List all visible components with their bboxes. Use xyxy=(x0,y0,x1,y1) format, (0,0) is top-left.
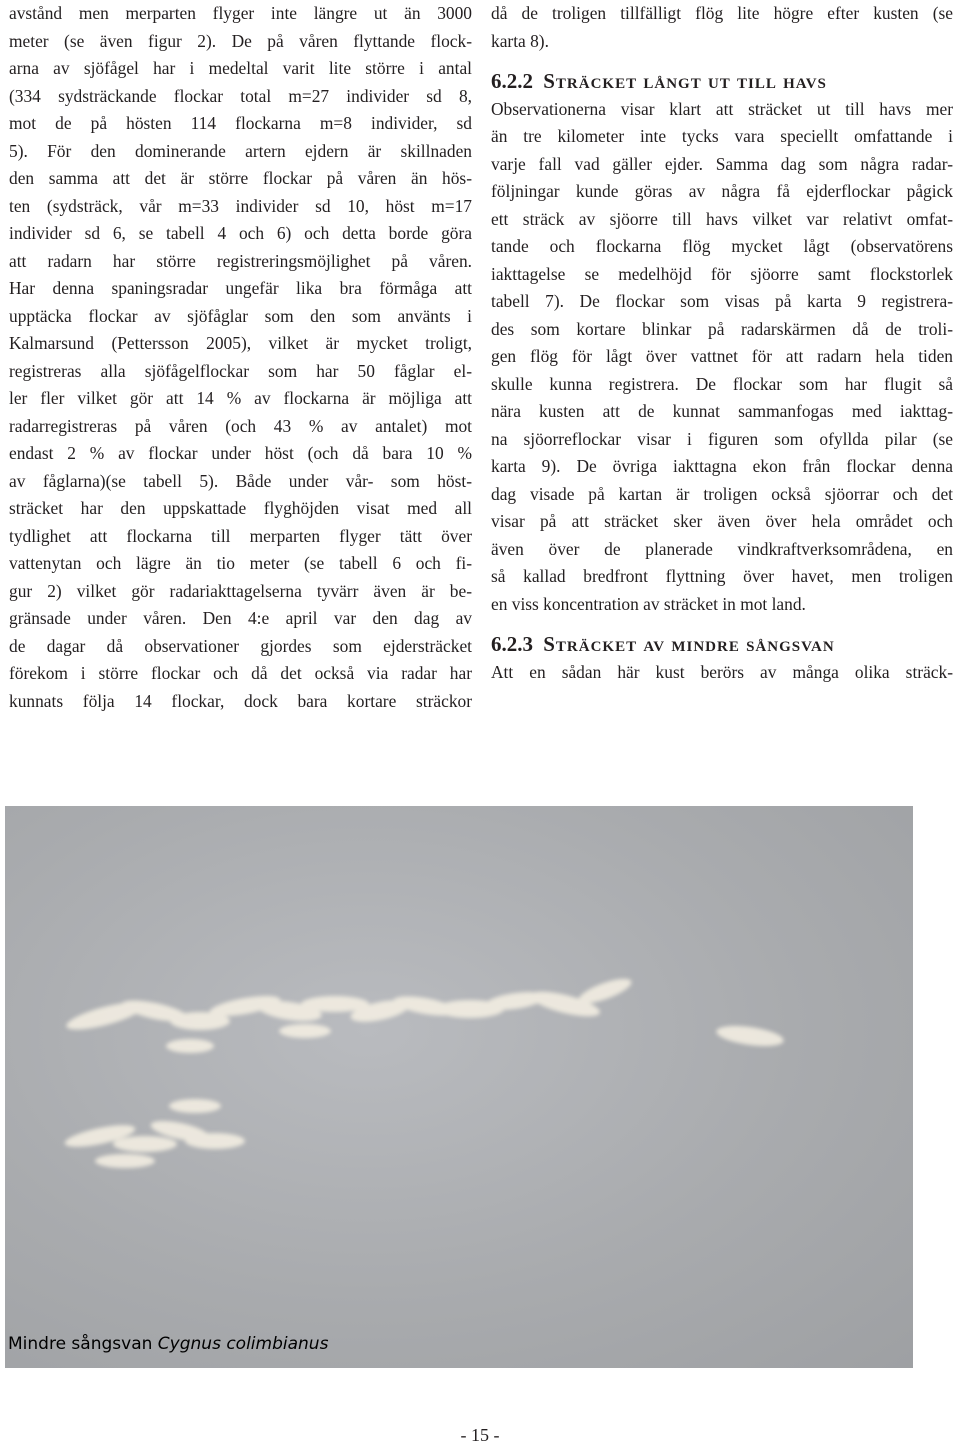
text-line: nära kusten att de kunnat sammanfogas med iakttag- xyxy=(491,401,953,421)
section-number: 6.2.2 xyxy=(491,69,533,93)
right-column xyxy=(491,0,953,686)
section-number: 6.2.3 xyxy=(491,632,533,656)
section-heading-6-2-2 xyxy=(491,68,953,96)
text-line: Kalmarsund (Pettersson 2005), vilket är mycket troligt, xyxy=(9,333,472,353)
text-line: en viss koncentration av sträcket in mot land. xyxy=(491,593,806,614)
text-line: gur 2) vilket gör radariakttagelserna tyvärr även är be- xyxy=(9,580,472,601)
text-line: sträcket har den uppskattade flyghöjden visat med all xyxy=(9,498,472,518)
text-line: än tre kilometer inte tycks vara speciellt omfattande i xyxy=(491,126,953,146)
text-line: visar på att sträcket sker även över hela området och xyxy=(491,511,953,531)
flock-illustration xyxy=(5,806,913,1368)
text-line: kunnats följa 14 flockar, dock bara kortare sträckor xyxy=(9,690,472,711)
text-line: iakttagelse se medelhöjd för sjöorre samt flockstorlek xyxy=(491,263,953,284)
text-line: na sjöorreflockar visar i figuren som ofyllda pilar (se xyxy=(491,428,953,449)
text-line: tydlighet att flockarna till merparten flyger tätt över xyxy=(9,525,472,546)
text-line: då de troligen tillfälligt flög lite högre efter kusten (se xyxy=(491,3,953,23)
page-number: - 15 - xyxy=(460,1425,500,1445)
text-line: dag visade på kartan är troligen också sjöorrar och det xyxy=(491,483,953,504)
text-line: förekom i större flockar och då det också via radar har xyxy=(9,663,472,683)
text-line: att radarn har större registreringsmöjlighet på våren. xyxy=(9,250,472,271)
text-line: gen flög för lågt över vattnet för att radarn hela tiden xyxy=(491,346,953,366)
text-line: karta 9). De övriga iakttagna ekon från flockar denna xyxy=(491,456,953,476)
text-line: registreras alla sjöfågelflockar som har 50 fåglar el- xyxy=(9,360,472,381)
text-line: ten (sydsträck, vår m=33 individer sd 10, höst m=17 xyxy=(9,195,472,216)
text-line: vattenytan och lägre än tio meter (se tabell 6 och fi- xyxy=(9,553,472,573)
caption-species: Cygnus colimbianus xyxy=(157,1334,329,1354)
text-line: den samma att det är större flockar på våren än hös- xyxy=(9,168,472,188)
section-title: Sträcket av mindre sångsvan xyxy=(543,632,835,656)
text-line: meter (se även figur 2). De på våren flyttande flock- xyxy=(9,30,472,51)
figure-caption xyxy=(8,1334,328,1354)
text-line: gränsade under våren. Den 4:e april var den dag av xyxy=(9,608,472,628)
section-heading-6-2-3 xyxy=(491,631,953,659)
text-line: skulle kunna registrera. De flockar som har flugit så xyxy=(491,373,953,394)
text-line: 5). För den dominerande artern ejdern är skillnaden xyxy=(9,140,472,161)
section-title: Sträcket långt ut till havs xyxy=(543,69,827,93)
text-line: följningar kunde göras av några få ejderflockar pågick xyxy=(491,181,953,201)
text-line: Har denna spaningsradar ungefär lika bra förmåga att xyxy=(9,278,472,298)
text-line: des som kortare blinkar på radarskärmen då de troli- xyxy=(491,318,953,339)
photo-swans-in-flight xyxy=(5,806,913,1368)
text-line: varje fall vad gäller ejder. Samma dag som några radar- xyxy=(491,153,953,174)
text-line: (334 sydsträckande flockar total m=27 individer sd 8, xyxy=(9,85,472,106)
caption-text: Mindre sångsvan xyxy=(8,1334,158,1354)
text-line: av fåglarna)(se tabell 5). Både under vår- som höst- xyxy=(9,470,472,491)
text-line: arna av sjöfågel har i medeltal varit lite större i antal xyxy=(9,58,472,78)
text-line: tabell 7). De flockar som visas på karta 9 registrera- xyxy=(491,291,953,311)
left-column xyxy=(9,0,472,715)
text-line: så kallad bredfront flyttning över havet, men troligen xyxy=(491,566,953,586)
text-line: karta 8). xyxy=(491,30,549,51)
text-line: upptäcka flockar av sjöfåglar som den som använts i xyxy=(9,305,472,326)
text-line: avstånd men merparten flyger inte längre ut än 3000 xyxy=(9,3,472,23)
text-line: mot de på hösten 114 flockarna m=8 individer, sd xyxy=(9,113,472,133)
text-line: endast 2 % av flockar under höst (och då bara 10 % xyxy=(9,443,472,463)
text-line: ett sträck av sjöorre till havs vilket var relativt omfat- xyxy=(491,208,953,229)
text-line: Observationerna visar klart att sträcket ut till havs mer xyxy=(491,98,953,119)
text-line: radarregistreras på våren (och 43 % av antalet) mot xyxy=(9,415,472,436)
text-line: Att en sådan här kust berörs av många olika sträck- xyxy=(491,661,953,682)
text-line: individer sd 6, se tabell 4 och 6) och detta borde göra xyxy=(9,223,472,243)
text-line: även över de planerade vindkraftverksområdena, en xyxy=(491,538,953,559)
text-line: de dagar då observationer gjordes som ejdersträcket xyxy=(9,635,472,656)
text-line: tande och flockarna flög mycket lågt (observatörens xyxy=(491,236,953,256)
text-line: ler fler vilket gör att 14 % av flockarna är möjliga att xyxy=(9,388,472,408)
